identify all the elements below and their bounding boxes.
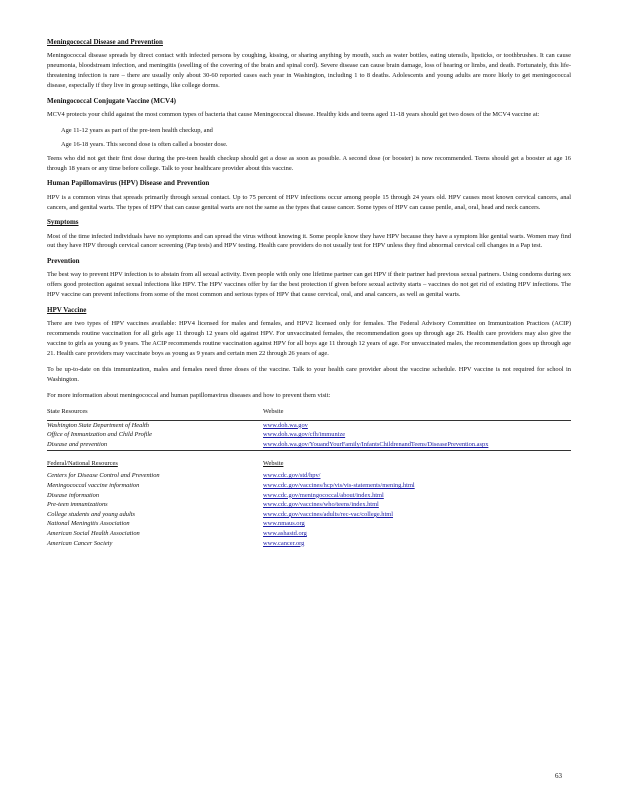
table-row [47,481,571,491]
heading-meningococcal: Meningococcal Disease and Prevention [47,38,163,46]
resource-link[interactable]: www.cdc.gov/vaccines/who/teens/index.html [263,501,379,509]
heading-prevention: Prevention [47,257,80,266]
resource-name: Disease and prevention [47,440,263,450]
table-row [47,500,571,510]
resource-link[interactable]: www.cdc.gov/vaccines/hcp/vis/vis-statements/mening.html [263,482,415,490]
resource-link[interactable]: www.doh.wa.gov [263,420,571,430]
bullet-marker [47,126,61,136]
resource-name: Meningococcal vaccine information [47,482,140,490]
resource-name: American Social Health Association [47,530,140,538]
resource-name: College students and young adults [47,510,136,518]
resource-link[interactable]: www.nmaus.org [263,520,305,528]
federal-resources-table [47,459,571,549]
state-col-header: State Resources [47,407,88,415]
table-row [47,539,571,549]
resource-link[interactable]: www.cancer.org [263,539,305,547]
heading-mcv4: Meningococcal Conjugate Vaccine (MCV4) [47,96,176,105]
page-number: 63 [555,772,562,780]
para-prevention: The best way to prevent HPV infection is to abstain from all sexual activity. Even people with only one lifetime partner can get HPV if their partner had previous sexual partners. Using condoms during sex offers good protection against sexual infections like HPV. The HPV vaccines offer by far the best protection if given before sexual activity starts – vaccines do not get rid of existing HPV infections. The HPV vaccine can prevent infections from some of the most common and serious types of HPV that cause cervical, oral, and anal cancers, as well as genital warts. [47,271,571,299]
document-page [47,38,571,556]
resource-link[interactable]: www.ashastd.org [263,530,307,538]
heading-hpv-vaccine: HPV Vaccine [47,306,87,315]
heading-symptoms: Symptoms [47,218,79,227]
table-row [47,471,571,481]
table-row [47,491,571,501]
para-hpv: HPV is a common virus that spreads primarily through sexual contact. Up to 75 percent of HPV infections occur among people 15 through 24 years old. HPV causes most known cervical cancers, anal cancers, and genital warts. The types of HPV that can cause genital warts are not the same as the types that cause cancer. Some types of HPV can cause penile, anal, oral, head and neck cancers. [47,193,571,211]
website-col-header: Website [263,459,284,467]
para-mcv4: MCV4 protects your child against the most common types of bacteria that cause Meningococcal disease. Healthy kids and teens aged 11-18 years should get two doses of the MCV4 vaccine at: [47,110,540,118]
resource-name: Disease information [47,491,100,499]
resource-link[interactable]: www.cdc.gov/vaccines/adults/rec-vac/college.html [263,510,394,518]
resource-name: Washington State Department of Health [47,420,263,430]
table-row [47,420,571,430]
resource-link[interactable]: www.cdc.gov/std/hpv/ [263,472,321,480]
resource-link[interactable]: www.doh.wa.gov/YouandYourFamily/InfantsChildrenandTeens/DiseasePrevention.aspx [263,440,571,450]
table-row [47,440,571,450]
resource-link[interactable]: www.cdc.gov/meningococcal/about/index.html [263,491,384,499]
resource-name: Pre-teen immunizations [47,501,108,509]
resource-name: American Cancer Society [47,539,113,547]
resource-name: Office of Immunization and Child Profile [47,431,153,439]
table-row [47,519,571,529]
resource-name: Centers for Disease Control and Prevention [47,472,160,480]
para-hpv-vaccine: There are two types of HPV vaccines available: HPV4 licensed for males and females, and HPV2 licensed only for females. The Federal Advisory Committee on Immunization Practices (ACIP) recommends routine vaccination for all girls age 11 through 12 years old against HPV. For unvaccinated females, the recommendation goes up through age 26. Health care providers may also give the vaccine to girls as young as 9 years. The ACIP recommends routine vaccination against HPV for all boys age 11 through 12 years of age. For unvaccinated males, the recommendation goes up through age 21. Health care providers may vaccinate boys as young as 9 years and certain men 22 through 26 years of age. [47,320,571,358]
para-symptoms: Most of the time infected individuals have no symptoms and can spread the virus without knowing it. Some people know they have HPV because they have a symptom like genital warts. Women may find out they have HPV through cervical cancer screening (Pap tests) and HPV testing. Health care providers do not usually test for HPV unless they find abnormal cervical cell changes in a Pap test. [47,232,571,250]
para-more-info: For more information about meningococcal and human papillomavirus diseases and how to prevent them visit: [47,391,331,399]
bullet-item [47,140,571,150]
bullet-text: Age 16-18 years. This second dose is often called a booster dose. [61,140,228,148]
bullet-item [47,126,571,136]
table-row [47,529,571,539]
resource-link[interactable]: www.doh.wa.gov/cfh/immunize [263,431,346,439]
para-meningococcal: Meningococcal disease spreads by direct contact with infected persons by coughing, kissing, or sharing anything by mouth, such as water bottles, eating utensils, lipsticks, or toothbrushes. It can cause pneumonia, bloodstream infection, and meningitis (swelling of the covering of the brain and spinal cord). Severe disease can cause brain damage, loss of hearing or limbs, and death. Fortunately, this life-threatening infection is rare – there are usually only about 30-60 reported cases each year in Washington, including 1 to 8 deaths. Adolescents and young adults are more likely to get meningococcal disease, especially if they live in group settings, like college dorms. [47,52,571,89]
table-row [47,510,571,520]
bullet-marker [47,140,61,150]
state-resources-table [47,407,571,451]
bullet-text: Age 11-12 years as part of the pre-teen health checkup, and [61,126,213,134]
para-mcv4-booster: Teens who did not get their first dose during the pre-teen health checkup should get a dose as soon as possible. A second dose (or booster) is now recommended. Teens should get a booster at age 16 through 18 years or any time before college. Talk to your healthcare provider about this vaccine. [47,154,571,172]
para-hpv-doses: To be up-to-date on this immunization, males and females need three doses of the vaccine. Talk to your health care provider about the vaccine schedule. HPV vaccine is not required for school in Washington. [47,366,571,383]
table-row [47,430,571,440]
resource-name: National Meningitis Association [47,520,130,528]
federal-col-header: Federal/National Resources [47,459,118,467]
website-col-header: Website [263,407,284,415]
heading-hpv: Human Papillomavirus (HPV) Disease and Prevention [47,179,210,188]
